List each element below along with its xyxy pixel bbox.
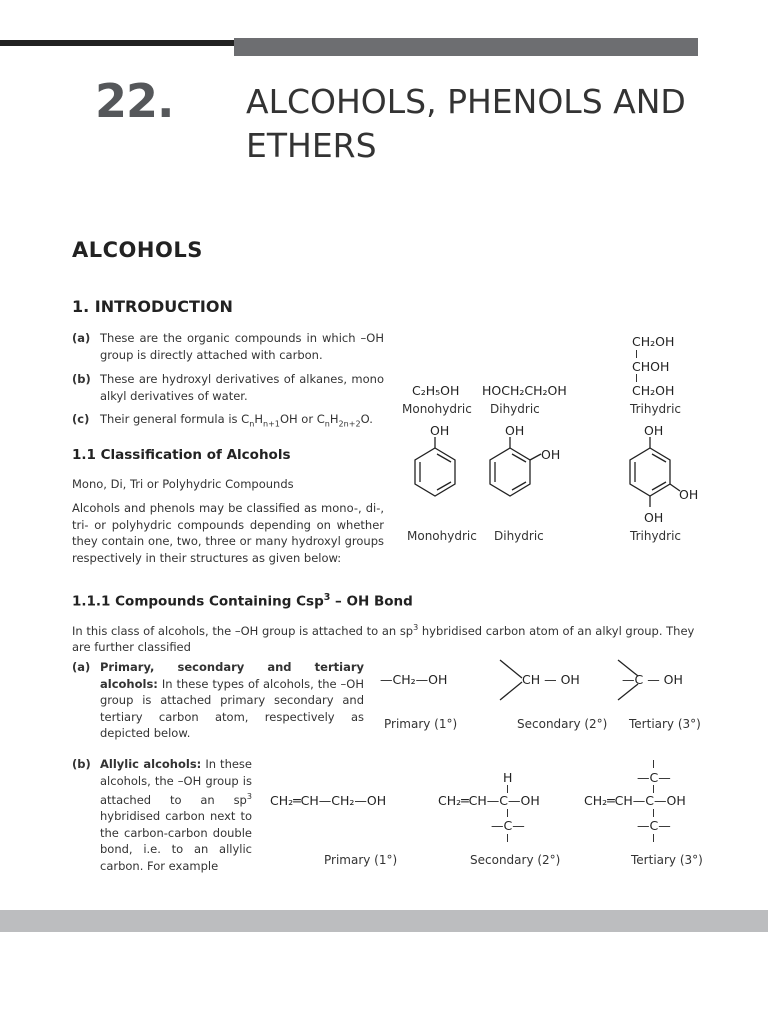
trihydric-ring (625, 435, 690, 515)
header-bar-dark (0, 40, 234, 46)
classification-paragraph: Alcohols and phenols may be classified as mono-, di-, tri- or polyhydric compounds depending on whether they contain one, two, three or many hydroxyl groups respectively in their structures as given below: (72, 501, 384, 565)
item-text: These are the organic compounds in which –OH group is directly attached with carbon. (100, 331, 384, 362)
trihydric-line-2: CHOH (632, 359, 670, 374)
label-dihydric-top: Dihydric (490, 402, 540, 416)
item-text: Primary, secondary and tertiary alcohols: In these types of alcohols, the –OH group is attached primary secondary and tertiary carbon atom, respectively as depicted below. (100, 660, 364, 740)
classification-subtitle: Mono, Di, Tri or Polyhydric Compounds (72, 477, 294, 491)
csp3-item-b (72, 756, 252, 874)
allylic-secondary-formula: CH₂═CH—C—OH (438, 793, 540, 808)
dihydric-formula: HOCH₂CH₂OH (482, 383, 567, 398)
item-tag: (a) (72, 331, 91, 345)
oh-label: OH (644, 510, 664, 525)
c-label: —C— (637, 770, 671, 785)
csp3-item-a (72, 659, 364, 742)
hydric-figure (395, 330, 715, 550)
bond-line (636, 350, 637, 358)
catechol-ring (485, 435, 550, 500)
item-tag: (c) (72, 412, 90, 426)
label-allylic-primary: Primary (1°) (324, 853, 398, 867)
csp3-heading: 1.1.1 Compounds Containing Csp$^3$ – OH Bond (72, 592, 413, 610)
chapter-title: ALCOHOLS, PHENOLS AND ETHERS (246, 82, 686, 165)
label-primary: Primary (1°) (384, 717, 458, 731)
item-text-formula: Their general formula is $C_nH_{n+1}OH$ or $C_nH_{2n+2}O$. (100, 412, 373, 429)
allylic-primary-formula: CH₂═CH—CH₂—OH (270, 793, 387, 808)
allylic-tertiary-formula: CH₂═CH—C—OH (584, 793, 686, 808)
c-label: —C— (637, 818, 671, 833)
section-title: ALCOHOLS (72, 238, 203, 262)
csp3-paragraph: In this class of alcohols, the –OH group is attached to an $sp^3$ hybridised carbon atom of an alkyl group. They are further classified (72, 623, 695, 655)
item-tag: (b) (72, 372, 91, 386)
bond-line (507, 809, 508, 817)
primary-formula: —CH₂—OH (380, 672, 448, 687)
oh-label: OH (505, 423, 525, 438)
monohydric-formula: C₂H₅OH (412, 383, 460, 398)
label-dihydric-bottom: Dihydric (494, 529, 544, 543)
footer-band (0, 910, 768, 932)
bond-line (653, 785, 654, 793)
h-label: H (503, 770, 513, 785)
label-allylic-tertiary: Tertiary (3°) (631, 853, 703, 867)
label-secondary: Secondary (2°) (517, 717, 608, 731)
item-text: These are hydroxyl derivatives of alkanes, mono alkyl derivatives of water. (100, 372, 384, 403)
intro-item-c (72, 411, 384, 433)
intro-heading: 1. INTRODUCTION (72, 297, 233, 316)
oh-label: OH (644, 423, 664, 438)
bond-line (653, 760, 654, 768)
allylic-figure (268, 760, 708, 870)
header-bar-grey (234, 38, 698, 56)
trihydric-line-3: CH₂OH (632, 383, 675, 398)
oh-label: OH (541, 447, 561, 462)
phenol-ring (410, 435, 460, 500)
classification-heading: 1.1 Classification of Alcohols (72, 447, 291, 463)
bond-line (653, 809, 654, 817)
intro-item-b (72, 371, 384, 404)
tertiary-formula: —C — OH (622, 672, 683, 687)
oh-label: OH (430, 423, 450, 438)
bond-line (636, 374, 637, 382)
c-label: —C— (491, 818, 525, 833)
intro-item-a (72, 330, 384, 363)
bond-line (507, 834, 508, 842)
label-trihydric-top: Trihydric (630, 402, 682, 416)
chapter-number: 22. (95, 74, 174, 128)
item-tag: (b) (72, 757, 91, 771)
label-monohydric-top: Monohydric (402, 402, 472, 416)
label-trihydric-bottom: Trihydric (630, 529, 682, 543)
item-text: Allylic alcohols: In these alcohols, the –OH group is attached to an $sp^3$ hybridised carbon next to the carbon-carbon double bond, i.e. to an allylic carbon. For example (100, 757, 252, 873)
bond-line (507, 785, 508, 793)
secondary-formula: CH — OH (522, 672, 580, 687)
alcohol-degree-figure (378, 656, 708, 736)
item-tag: (a) (72, 660, 91, 674)
oh-label: OH (679, 487, 699, 502)
label-monohydric-bottom: Monohydric (407, 529, 477, 543)
label-tertiary: Tertiary (3°) (629, 717, 701, 731)
bond-line (653, 834, 654, 842)
label-allylic-secondary: Secondary (2°) (470, 853, 561, 867)
trihydric-line-1: CH₂OH (632, 334, 675, 349)
